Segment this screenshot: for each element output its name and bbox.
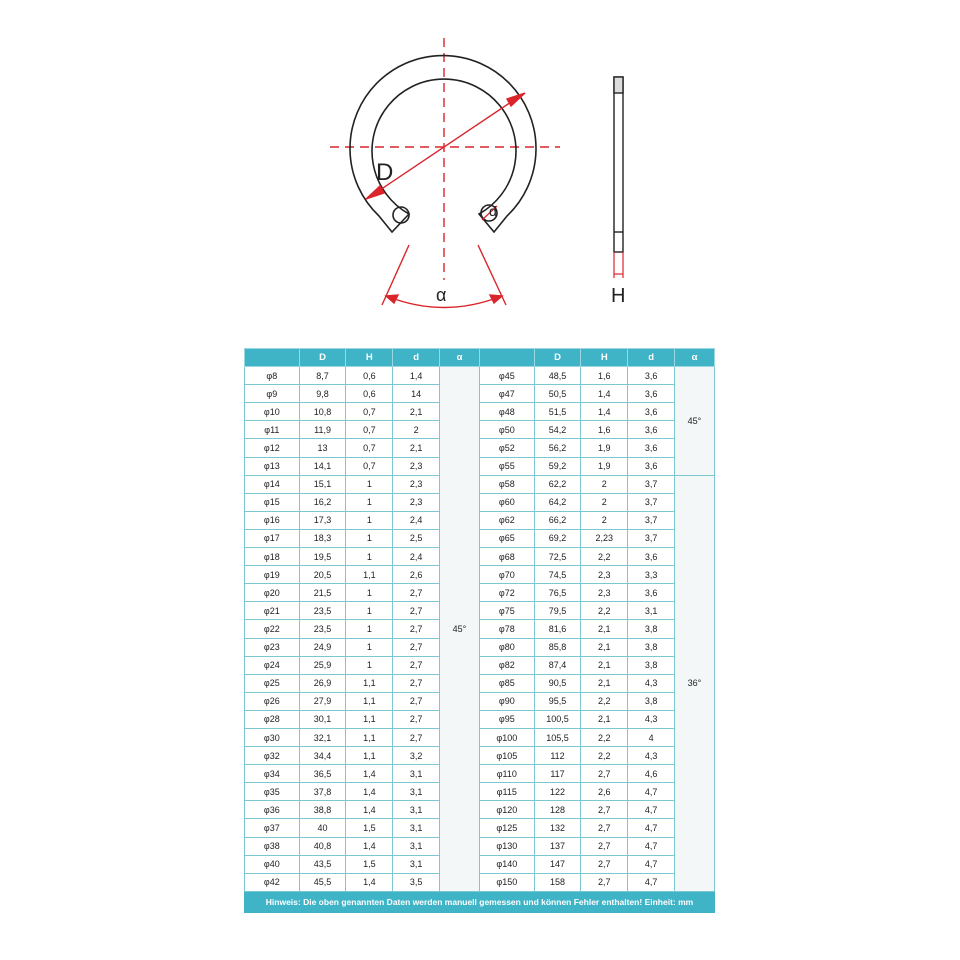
cell-D-left: 23,5 — [299, 602, 346, 620]
cell-H-left: 1,1 — [346, 692, 393, 710]
cell-D-right: 62,2 — [534, 475, 581, 493]
cell-D-left: 27,9 — [299, 692, 346, 710]
cell-size-left: φ8 — [245, 367, 300, 385]
cell-d-right: 3,1 — [628, 602, 675, 620]
table-row — [245, 837, 715, 855]
table-row — [245, 692, 715, 710]
cell-D-left: 11,9 — [299, 421, 346, 439]
cell-H-left: 1,1 — [346, 747, 393, 765]
cell-d-left: 3,2 — [393, 747, 440, 765]
header-H-left: H — [346, 349, 393, 367]
cell-D-left: 25,9 — [299, 656, 346, 674]
table-header-row — [245, 349, 715, 367]
cell-d-right: 3,6 — [628, 584, 675, 602]
cell-D-right: 76,5 — [534, 584, 581, 602]
cell-d-right: 3,8 — [628, 638, 675, 656]
cell-H-right: 2,1 — [581, 674, 628, 692]
cell-D-left: 20,5 — [299, 566, 346, 584]
footnote: Hinweis: Die oben genannten Daten werden manuell gemessen und können Fehler enthalten! Einheit: mm — [245, 891, 715, 912]
cell-size-right: φ90 — [479, 692, 534, 710]
footnote-row — [245, 891, 715, 912]
cell-size-right: φ80 — [479, 638, 534, 656]
table-row — [245, 421, 715, 439]
cell-d-left: 14 — [393, 385, 440, 403]
cell-size-left: φ12 — [245, 439, 300, 457]
cell-D-left: 17,3 — [299, 511, 346, 529]
cell-H-right: 2,1 — [581, 638, 628, 656]
cell-H-left: 1 — [346, 620, 393, 638]
cell-D-right: 137 — [534, 837, 581, 855]
cell-H-right: 2 — [581, 493, 628, 511]
cell-d-left: 2,3 — [393, 475, 440, 493]
cell-D-left: 40 — [299, 819, 346, 837]
cell-size-right: φ48 — [479, 403, 534, 421]
cell-D-left: 21,5 — [299, 584, 346, 602]
cell-size-left: φ35 — [245, 783, 300, 801]
cell-size-right: φ62 — [479, 511, 534, 529]
cell-d-left: 2 — [393, 421, 440, 439]
cell-d-left: 2,7 — [393, 620, 440, 638]
cell-size-right: φ65 — [479, 529, 534, 547]
table-row — [245, 728, 715, 746]
cell-H-left: 1 — [346, 511, 393, 529]
cell-H-left: 1 — [346, 656, 393, 674]
cell-D-left: 18,3 — [299, 529, 346, 547]
cell-d-left: 2,7 — [393, 728, 440, 746]
cell-H-right: 2,2 — [581, 602, 628, 620]
cell-H-left: 0,7 — [346, 457, 393, 475]
cell-size-left: φ17 — [245, 529, 300, 547]
cell-size-left: φ20 — [245, 584, 300, 602]
cell-size-left: φ21 — [245, 602, 300, 620]
cell-D-right: 122 — [534, 783, 581, 801]
cell-size-right: φ47 — [479, 385, 534, 403]
cell-H-right: 2,2 — [581, 548, 628, 566]
header-d-left: d — [393, 349, 440, 367]
circlip-technical-drawing — [0, 0, 960, 340]
cell-H-right: 2 — [581, 475, 628, 493]
cell-d-right: 4,7 — [628, 855, 675, 873]
side-view — [614, 77, 623, 252]
cell-d-right: 4,6 — [628, 765, 675, 783]
header-D-right: D — [534, 349, 581, 367]
cell-d-left: 2,1 — [393, 439, 440, 457]
cell-d-left: 2,7 — [393, 602, 440, 620]
cell-d-right: 3,6 — [628, 403, 675, 421]
table-row — [245, 656, 715, 674]
cell-H-left: 1,1 — [346, 674, 393, 692]
cell-d-right: 3,7 — [628, 511, 675, 529]
cell-D-right: 51,5 — [534, 403, 581, 421]
cell-size-left: φ24 — [245, 656, 300, 674]
table-row — [245, 620, 715, 638]
cell-D-right: 95,5 — [534, 692, 581, 710]
cell-D-left: 34,4 — [299, 747, 346, 765]
circlip-size-table — [244, 348, 715, 913]
table-row — [245, 710, 715, 728]
cell-size-right: φ52 — [479, 439, 534, 457]
cell-D-right: 128 — [534, 801, 581, 819]
table-row — [245, 439, 715, 457]
cell-H-right: 1,4 — [581, 385, 628, 403]
cell-size-left: φ10 — [245, 403, 300, 421]
cell-d-left: 1,4 — [393, 367, 440, 385]
cell-H-left: 1,5 — [346, 819, 393, 837]
table-row — [245, 855, 715, 873]
cell-H-right: 2,7 — [581, 837, 628, 855]
cell-D-right: 48,5 — [534, 367, 581, 385]
cell-D-right: 69,2 — [534, 529, 581, 547]
cell-D-left: 26,9 — [299, 674, 346, 692]
cell-size-left: φ32 — [245, 747, 300, 765]
cell-size-right: φ58 — [479, 475, 534, 493]
cell-H-right: 2,7 — [581, 819, 628, 837]
cell-d-right: 3,3 — [628, 566, 675, 584]
cell-H-left: 0,6 — [346, 385, 393, 403]
table-row — [245, 548, 715, 566]
label-D: D — [376, 159, 394, 186]
cell-d-right: 3,7 — [628, 493, 675, 511]
cell-size-left: φ40 — [245, 855, 300, 873]
cell-d-left: 2,3 — [393, 493, 440, 511]
cell-D-right: 64,2 — [534, 493, 581, 511]
table-row — [245, 566, 715, 584]
cell-size-right: φ50 — [479, 421, 534, 439]
cell-H-left: 1 — [346, 475, 393, 493]
cell-d-left: 2,7 — [393, 584, 440, 602]
table-row — [245, 873, 715, 891]
cell-size-left: φ15 — [245, 493, 300, 511]
cell-d-right: 3,8 — [628, 656, 675, 674]
cell-d-right: 3,6 — [628, 548, 675, 566]
cell-size-left: φ30 — [245, 728, 300, 746]
circlip-ring — [350, 56, 536, 232]
cell-D-left: 13 — [299, 439, 346, 457]
alpha-right-bottom-cell: 36° — [674, 475, 714, 891]
cell-H-left: 1,4 — [346, 765, 393, 783]
cell-size-left: φ11 — [245, 421, 300, 439]
cell-d-left: 2,7 — [393, 692, 440, 710]
alpha-right-top-cell: 45° — [674, 367, 714, 476]
cell-H-right: 2,7 — [581, 873, 628, 891]
table-row — [245, 511, 715, 529]
cell-H-left: 1,1 — [346, 566, 393, 584]
cell-size-right: φ120 — [479, 801, 534, 819]
cell-D-right: 87,4 — [534, 656, 581, 674]
table-row — [245, 674, 715, 692]
table-row — [245, 584, 715, 602]
cell-H-left: 1 — [346, 638, 393, 656]
cell-size-right: φ105 — [479, 747, 534, 765]
table-row — [245, 385, 715, 403]
cell-d-left: 3,1 — [393, 765, 440, 783]
cell-H-left: 1,4 — [346, 783, 393, 801]
cell-D-left: 24,9 — [299, 638, 346, 656]
cell-size-left: φ38 — [245, 837, 300, 855]
cell-size-left: φ9 — [245, 385, 300, 403]
cell-D-left: 37,8 — [299, 783, 346, 801]
cell-size-right: φ55 — [479, 457, 534, 475]
cell-D-right: 112 — [534, 747, 581, 765]
cell-H-right: 2,1 — [581, 656, 628, 674]
cell-d-right: 4 — [628, 728, 675, 746]
cell-size-right: φ60 — [479, 493, 534, 511]
cell-d-left: 2,7 — [393, 710, 440, 728]
cell-size-right: φ75 — [479, 602, 534, 620]
cell-D-right: 66,2 — [534, 511, 581, 529]
cell-size-right: φ85 — [479, 674, 534, 692]
cell-d-right: 3,6 — [628, 367, 675, 385]
cell-H-left: 1,4 — [346, 801, 393, 819]
cell-d-right: 4,7 — [628, 873, 675, 891]
cell-D-right: 54,2 — [534, 421, 581, 439]
cell-d-right: 4,3 — [628, 674, 675, 692]
cell-size-left: φ18 — [245, 548, 300, 566]
cell-D-left: 38,8 — [299, 801, 346, 819]
cell-H-left: 1,1 — [346, 710, 393, 728]
table-row — [245, 493, 715, 511]
cell-H-right: 2,2 — [581, 728, 628, 746]
cell-D-left: 40,8 — [299, 837, 346, 855]
cell-d-left: 3,1 — [393, 819, 440, 837]
cell-size-left: φ13 — [245, 457, 300, 475]
cell-H-right: 2 — [581, 511, 628, 529]
thickness-dimension — [614, 252, 623, 278]
cell-H-left: 0,7 — [346, 403, 393, 421]
table-row — [245, 765, 715, 783]
cell-H-right: 2,3 — [581, 566, 628, 584]
cell-d-right: 4,7 — [628, 783, 675, 801]
cell-D-right: 81,6 — [534, 620, 581, 638]
cell-H-right: 1,6 — [581, 421, 628, 439]
cell-size-left: φ26 — [245, 692, 300, 710]
cell-H-right: 1,9 — [581, 439, 628, 457]
label-d: d — [489, 203, 497, 219]
cell-d-right: 3,7 — [628, 529, 675, 547]
cell-d-right: 4,7 — [628, 837, 675, 855]
table-row — [245, 783, 715, 801]
cell-D-left: 10,8 — [299, 403, 346, 421]
cell-d-left: 3,1 — [393, 837, 440, 855]
cell-D-right: 132 — [534, 819, 581, 837]
cell-D-left: 9,8 — [299, 385, 346, 403]
cell-size-right: φ110 — [479, 765, 534, 783]
cell-size-right: φ70 — [479, 566, 534, 584]
cell-H-right: 2,6 — [581, 783, 628, 801]
cell-d-right: 3,8 — [628, 692, 675, 710]
cell-H-left: 1 — [346, 493, 393, 511]
cell-H-left: 0,7 — [346, 439, 393, 457]
cell-D-right: 90,5 — [534, 674, 581, 692]
cell-size-left: φ16 — [245, 511, 300, 529]
cell-D-left: 8,7 — [299, 367, 346, 385]
cell-H-left: 0,7 — [346, 421, 393, 439]
cell-size-right: φ150 — [479, 873, 534, 891]
cell-H-right: 1,9 — [581, 457, 628, 475]
cell-H-right: 2,3 — [581, 584, 628, 602]
cell-d-left: 2,7 — [393, 656, 440, 674]
cell-d-left: 3,1 — [393, 801, 440, 819]
cell-D-right: 117 — [534, 765, 581, 783]
cell-H-left: 1 — [346, 602, 393, 620]
table-row — [245, 819, 715, 837]
cell-D-left: 15,1 — [299, 475, 346, 493]
cell-D-left: 19,5 — [299, 548, 346, 566]
cell-size-left: φ34 — [245, 765, 300, 783]
cell-H-right: 2,23 — [581, 529, 628, 547]
cell-d-left: 2,4 — [393, 548, 440, 566]
cell-d-left: 3,1 — [393, 783, 440, 801]
cell-D-right: 85,8 — [534, 638, 581, 656]
cell-size-right: φ115 — [479, 783, 534, 801]
cell-d-left: 2,4 — [393, 511, 440, 529]
cell-size-left: φ25 — [245, 674, 300, 692]
table-row — [245, 475, 715, 493]
table-row — [245, 747, 715, 765]
cell-size-right: φ130 — [479, 837, 534, 855]
cell-H-left: 1,5 — [346, 855, 393, 873]
cell-d-left: 3,5 — [393, 873, 440, 891]
cell-d-right: 4,3 — [628, 747, 675, 765]
cell-d-left: 2,1 — [393, 403, 440, 421]
cell-size-right: φ68 — [479, 548, 534, 566]
cell-H-right: 2,2 — [581, 692, 628, 710]
cell-D-left: 45,5 — [299, 873, 346, 891]
cell-D-right: 158 — [534, 873, 581, 891]
cell-D-right: 79,5 — [534, 602, 581, 620]
cell-size-left: φ42 — [245, 873, 300, 891]
cell-d-right: 3,6 — [628, 439, 675, 457]
cell-H-right: 2,1 — [581, 710, 628, 728]
cell-size-right: φ72 — [479, 584, 534, 602]
cell-D-left: 32,1 — [299, 728, 346, 746]
header-D-left: D — [299, 349, 346, 367]
cell-D-right: 147 — [534, 855, 581, 873]
cell-D-right: 74,5 — [534, 566, 581, 584]
cell-D-left: 36,5 — [299, 765, 346, 783]
cell-size-left: φ22 — [245, 620, 300, 638]
cell-H-right: 2,7 — [581, 765, 628, 783]
label-H: H — [611, 285, 626, 307]
table-row — [245, 403, 715, 421]
cell-size-right: φ45 — [479, 367, 534, 385]
cell-d-right: 4,3 — [628, 710, 675, 728]
cell-size-right: φ82 — [479, 656, 534, 674]
cell-D-left: 23,5 — [299, 620, 346, 638]
cell-D-left: 16,2 — [299, 493, 346, 511]
cell-d-right: 3,6 — [628, 421, 675, 439]
alpha-left-cell: 45° — [440, 367, 480, 892]
label-alpha: α — [436, 285, 447, 305]
cell-H-left: 1 — [346, 584, 393, 602]
table-row — [245, 801, 715, 819]
cell-D-right: 59,2 — [534, 457, 581, 475]
cell-H-right: 1,4 — [581, 403, 628, 421]
cell-D-right: 105,5 — [534, 728, 581, 746]
table-row — [245, 638, 715, 656]
cell-size-right: φ100 — [479, 728, 534, 746]
center-lines — [330, 38, 560, 280]
cell-D-right: 56,2 — [534, 439, 581, 457]
cell-d-left: 2,5 — [393, 529, 440, 547]
table-row — [245, 367, 715, 385]
cell-D-right: 72,5 — [534, 548, 581, 566]
header-size-left — [245, 349, 300, 367]
cell-H-left: 1,4 — [346, 837, 393, 855]
cell-d-right: 3,6 — [628, 457, 675, 475]
header-d-right: d — [628, 349, 675, 367]
cell-d-right: 4,7 — [628, 801, 675, 819]
cell-d-left: 2,7 — [393, 674, 440, 692]
table-row — [245, 602, 715, 620]
cell-H-right: 2,7 — [581, 801, 628, 819]
cell-size-right: φ140 — [479, 855, 534, 873]
cell-d-left: 2,6 — [393, 566, 440, 584]
cell-H-right: 1,6 — [581, 367, 628, 385]
cell-H-right: 2,7 — [581, 855, 628, 873]
cell-d-right: 4,7 — [628, 819, 675, 837]
cell-D-right: 100,5 — [534, 710, 581, 728]
cell-size-right: φ78 — [479, 620, 534, 638]
table-row — [245, 529, 715, 547]
cell-size-right: φ125 — [479, 819, 534, 837]
table-row — [245, 457, 715, 475]
cell-d-left: 2,7 — [393, 638, 440, 656]
cell-size-left: φ28 — [245, 710, 300, 728]
cell-size-right: φ95 — [479, 710, 534, 728]
cell-d-right: 3,8 — [628, 620, 675, 638]
cell-size-left: φ14 — [245, 475, 300, 493]
cell-D-right: 50,5 — [534, 385, 581, 403]
cell-H-right: 2,1 — [581, 620, 628, 638]
cell-size-left: φ36 — [245, 801, 300, 819]
cell-H-left: 1,1 — [346, 728, 393, 746]
table-body — [245, 367, 715, 892]
header-H-right: H — [581, 349, 628, 367]
cell-D-left: 30,1 — [299, 710, 346, 728]
cell-D-left: 43,5 — [299, 855, 346, 873]
cell-d-left: 3,1 — [393, 855, 440, 873]
cell-d-left: 2,3 — [393, 457, 440, 475]
cell-H-left: 1 — [346, 548, 393, 566]
cell-size-left: φ23 — [245, 638, 300, 656]
cell-size-left: φ19 — [245, 566, 300, 584]
header-alpha-left: α — [440, 349, 480, 367]
cell-size-left: φ37 — [245, 819, 300, 837]
cell-H-left: 1,4 — [346, 873, 393, 891]
cell-d-right: 3,7 — [628, 475, 675, 493]
header-size-right — [479, 349, 534, 367]
cell-H-left: 1 — [346, 529, 393, 547]
cell-d-right: 3,6 — [628, 385, 675, 403]
cell-H-left: 0,6 — [346, 367, 393, 385]
header-alpha-right: α — [674, 349, 714, 367]
cell-H-right: 2,2 — [581, 747, 628, 765]
cell-D-left: 14,1 — [299, 457, 346, 475]
